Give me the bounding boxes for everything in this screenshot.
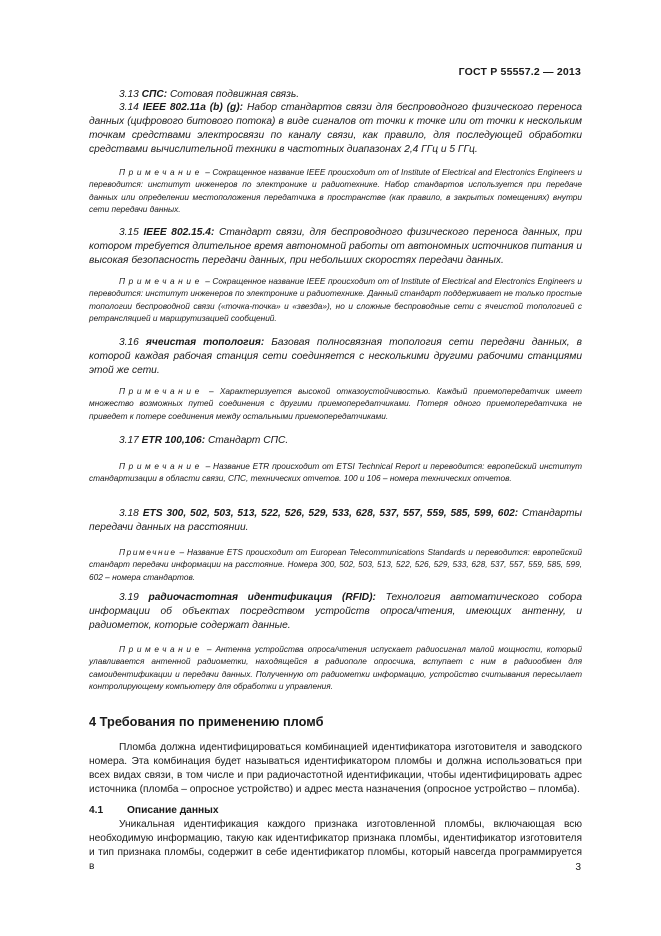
note-label: Примечание [119, 386, 203, 396]
section-4-title: 4 Требования по применению пломб [89, 714, 324, 729]
subsection-number: 4.1 [89, 805, 104, 816]
definition-number: 3.19 [119, 592, 139, 603]
note-label: Примечание [119, 461, 203, 471]
definition-3-18 [89, 507, 582, 535]
note-text: – Название ETR происходит от ETSI Technical Report и переводится: европейский институт стандартизации в области связи, СПС, технических отчетов. 100 и 106 – номера технических отчетов. [89, 461, 582, 484]
standard-header: ГОСТ Р 55557.2 — 2013 [458, 66, 581, 78]
definition-number: 3.18 [119, 508, 139, 519]
definition-number: 3.17 [119, 435, 139, 446]
definition-number: 3.15 [119, 227, 139, 238]
definition-text: Стандарты передачи данных на расстоянии. [89, 508, 582, 533]
definition-3-14 [89, 101, 582, 157]
definition-3-13 [89, 88, 582, 102]
note-text: – Характеризуется высокой отказоустойчивостью. Каждый приемопередатчик имеет множество возможных путей соединения с другими приемопередатчиками. Потеря одного приемопередатчика не приведет к потере соединения между остальными приемопередатчиками. [89, 386, 582, 421]
section-4-paragraph: Пломба должна идентифицироваться комбинацией идентификатора изготовителя и заводского номера. Эта комбинация будет называться идентификатором пломбы и должна использоваться при всех видах связи, в том числе и при радиочастотной идентификации, чтобы идентифицировать адрес источника (пломба – опросное устройство) и адрес места назначения (опросное устройство – пломба). [89, 742, 582, 795]
definition-number: 3.14 [119, 102, 139, 113]
definition-text: Технология автоматического собора информации об объектах посредством устройств опроса/чтения, имеющих антенну, и радиометок, которые содержат данные. [89, 592, 582, 631]
subsection-4-1-heading [89, 805, 219, 816]
definition-text: Стандарт связи, для беспроводного физического переноса данных, при котором требуется длительное время автономной работы от автономных источников питания и высокая безопасность передачи данных, при небольших скоростях передачи данных. [89, 227, 582, 266]
definition-term: радиочастотная идентификация (RFID): [148, 592, 376, 603]
definition-number: 3.16 [119, 337, 139, 348]
note-text: – Сокращенное название IEEE происходит от of Institute of Electrical and Electronics Engineers и переводится: институт инженеров по электронике и радиотехнике. Данный стандарт поддерживает не только простые топологии беспроводной связи («точка-точка» и «звезда»), но и сложные беспроводные сети с ячеистой топологией с ретрансляцией и маршрутизацией сообщений. [89, 276, 582, 323]
subsection-title: Описание данных [127, 805, 219, 816]
definition-text: Набор стандартов связи для беспроводного физического переноса данных (цифрового битового потока) в виде сигналов от точки к точке или от точки к нескольким точкам средствами электросвязи по каналу связи, как правило, для последующей обработки средствами вычислительной техники в частотных диапазонах 2,4 ГГц и 5 ГГц. [89, 102, 582, 155]
page-number: 3 [575, 862, 581, 873]
definition-text: Стандарт СПС. [205, 435, 289, 446]
note-3-17 [89, 460, 582, 485]
definition-3-15 [89, 226, 582, 268]
definition-3-16 [89, 336, 582, 378]
definition-term: ETS 300, 502, 503, 513, 522, 526, 529, 533, 628, 537, 557, 559, 585, 599, 602: [142, 508, 519, 519]
note-label: Примечание [119, 644, 203, 654]
definition-term: IEEE 802.11a (b) (g): [142, 102, 244, 113]
definition-text: Сотовая подвижная связь. [167, 89, 300, 100]
definition-term: ячеистая топология: [145, 337, 265, 348]
definition-text: Базовая полносвязная топология сети передачи данных, в которой каждая рабочая станция сети соединяется с несколькими другими рабочими станциями этой же сети. [89, 337, 582, 376]
definition-3-17 [89, 434, 582, 448]
definition-term: СПС: [141, 89, 168, 100]
note-text: – Сокращенное название IEEE происходит от of Institute of Electrical and Electronics Engineers и переводится: институт инженеров по электронике и радиотехнике. Набор стандартов используется при передаче данных или определении местоположения передатчика в пространстве (как правило, в закрытых помещениях) внутри сети передачи данных. [89, 167, 582, 214]
note-text: – Название ETS происходит от European Telecommunications Standards и переводится: европейский стандарт передачи информации на расстояние. Номера 300, 502, 503, 513, 522, 526, 529, 533, 628, 537, 557, 559, 585, 599, 602 – номера стандартов. [89, 547, 582, 582]
note-label: Примечание [119, 167, 203, 177]
note-3-15 [89, 275, 582, 324]
note-3-18 [89, 546, 582, 583]
note-label: Примечание [119, 276, 203, 286]
definition-3-19 [89, 591, 582, 633]
definition-term: ETR 100,106: [141, 435, 206, 446]
note-label: Примечние [119, 547, 177, 557]
note-text: – Антенна устройства опроса/чтения испускает радиосигнал малой мощности, который улавливается антенной радиометки, находящейся в радиополе опросчика, вступает с ним в радиообмен для самоидентификации и передачи данных. Полученную от радиометки информацию, устройство считывания пересылает контролирующему компьютеру для обработки и управления. [89, 644, 582, 691]
definition-term: IEEE 802.15.4: [143, 227, 215, 238]
note-3-19 [89, 643, 582, 692]
note-3-16 [89, 385, 582, 422]
note-3-14 [89, 166, 582, 215]
definition-number: 3.13 [119, 89, 139, 100]
subsection-4-1-paragraph: Уникальная идентификация каждого признака изготовленной пломбы, включающая всю необходимую информацию, такую как идентификатор признака пломбы, идентификатор изготовителя и тип признака пломбы, содержит в себе идентификатор пломбы, который навсегда программируется в [89, 819, 582, 872]
